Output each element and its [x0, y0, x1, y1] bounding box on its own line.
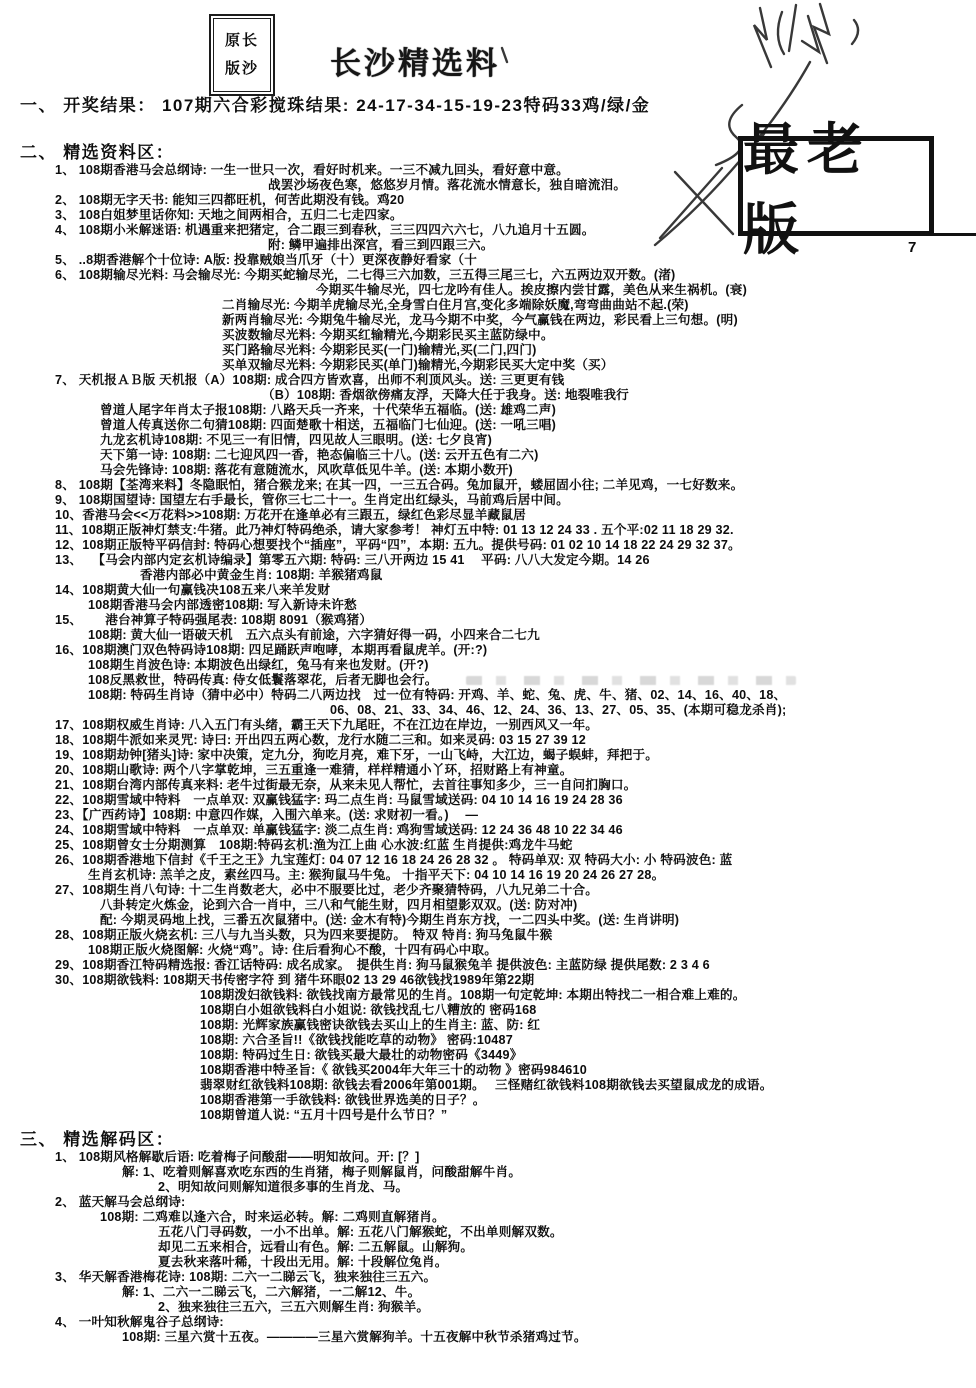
text-line: 108期白小姐欲钱料白小姐说: 欲钱找乱七八糟放的 密码168 [200, 1003, 537, 1017]
text-line: 108期曾道人说: “五月十四号是什么节日？” [200, 1108, 448, 1122]
text-line: 11、108期正版神灯禁支:牛猪。此乃神灯特码绝杀，请大家参考！ 神灯五中特: 01 13 12 24 33 . 五个平:02 11 18 29 32. [55, 523, 734, 537]
text-line: 23、【广西药诗】108期: 中意四作媒，入围六单来。(送: 求财初一看。) — [55, 808, 479, 822]
text-line: 夏去秋来落叶稀，十段出无用。解: 十段解位兔肖。 [158, 1255, 448, 1269]
text-line: 26、108期香港地下信封《千王之王》九宝莲灯: 04 07 12 16 18 24 26 28 32 。 特码单双: 双 特码大小: 小 特码波色: 蓝 [55, 853, 733, 867]
text-line: 29、108期香江特码精选报: 香江话特码: 成名成家。 提供生肖: 狗马鼠猴兔羊 提供波色: 主蓝防绿 提供尾数: 2 3 4 6 [55, 958, 710, 972]
text-line: 13、 【马会内部内定玄机诗编录】第零五六期: 特码: 三八开两边 15 41 平码: 八八大发定今期。14 26 [55, 553, 650, 567]
text-line: 10、香港马会<<万花料>>108期: 万花开在逢单必有三跟五，绿红色彩尽显羊藏鼠居 [55, 508, 526, 522]
text-line: 108期生肖波色诗: 本期波色出绿红，兔马有来也发财。(开?) [88, 658, 429, 672]
text-line: 买波数输尽光料: 今期买红输精光,今期彩民买主蓝防绿中。 [222, 328, 554, 342]
text-line: 20、108期山歌诗: 两个八字掌乾坤，三五重逢一难猜，样样精通小丫环，招财路上有神童。 [55, 763, 573, 777]
text-line: 附: 鳞甲遍排出深宫，看三到四跟三六。 [268, 238, 494, 252]
document-body [0, 95, 976, 1345]
text-line: 配: 今期灵码地上找，三番五次鼠猪中。(送: 金木有特)今期生肖东方找，一二四头中奖。(送: 生肖讲明) [100, 913, 680, 927]
text-line: 18、108期牛派如来灵咒: 诗曰: 开出四五两心数，龙行水随二三和。如来灵码: 03 15 27 39 12 [55, 733, 586, 747]
text-line: 108反黑救世，特码传真: 侍女低鬟落翠花，后者无脚也会行。 [88, 673, 976, 688]
text-line: 28、108期正版火烧玄机: 三八与九当头数，只为四来要提防。 特双 特肖: 狗马兔鼠牛猴 [55, 928, 553, 942]
edition-badge: 最老版 [738, 136, 934, 236]
text-line: 解: 1、吃着则解喜欢吃东西的生肖猪，梅子则解鼠肖，问酸甜解牛肖。 [122, 1165, 522, 1179]
text-line: 108期香港第一手欲钱料: 欲钱世界选美的日子？。 [200, 1093, 486, 1107]
text-line: 2、明知故问则解知道很多事的生肖龙、马。 [158, 1180, 409, 1194]
text-line: 生肖玄机诗: 羔羊之皮，素丝四马。主: 猴狗鼠马牛兔。 十指平天下: 04 10 14 16 19 20 24 26 27 28。 [88, 868, 665, 882]
text-line: 14、108期黄大仙一句赢钱决108五来八来羊发财 [55, 583, 331, 597]
text-line: 19、108期劫钟[猪头]诗: 家中决策，定九分，狗吃月亮，难下牙，一山飞峙，大江边，蝎子蜈蚌，拜把于。 [55, 748, 659, 762]
text-line: 6、 108期输尽光料: 马会输尽光: 今期买蛇输尽光，二七得三六加数，三五得三尾三七，六五两边双开数。(渚) [55, 268, 676, 282]
text-line: 9、 108期国望诗: 国望左右手最长，管你三七二十一。生肖定出红绿头，马前鸡后居中间。 [55, 493, 569, 507]
text-line: 4、 一叶知秋解鬼谷子总纲诗: [55, 1315, 224, 1329]
text-line: 16、108期澳门双色特码诗108期: 四足踊跃声咆哮，本期再看鼠虎羊。(开:?) [55, 643, 488, 657]
text-line: 8、 108期【荃湾来料】冬隐眠怕，猪合猴龙来; 在其一四，一三五合码。兔加鼠开，蝼屈固小往; 二羊见鸡，一七好数来。 [55, 478, 744, 492]
text-line: 17、108期权威生肖诗: 八入五门有头绪，霸王天下九尾旺，不在江边在岸边，一别西风又一年。 [55, 718, 599, 732]
page-title: 长沙精选料 [330, 46, 500, 81]
text-line: 12、108期正版特平码信封: 特码心想要找个“插座”，平码“四”，本期: 五九。提供号码: 01 02 10 14 18 22 24 29 32 37。 [55, 538, 741, 552]
text-line: 二肖输尽光: 今期羊虎输尽光,全身雪白住月宫,变化多端除妖魔,弯弯曲曲站不起.(荣) [222, 298, 689, 312]
origin-stamp-box [209, 14, 275, 96]
text-line: 2、独来独往三五六，三五六则解生肖: 狗猴羊。 [158, 1300, 430, 1314]
text-line: 25、108期曾女士分期测算 108期:特码玄机:渔为江上曲 心水波:红蓝 生肖提供:鸡龙牛马蛇 [55, 838, 573, 852]
text-line: 108期香港马会内部透密108期: 写入新诗未许愁 [88, 598, 357, 612]
text-line: 108期泼妇欲钱料: 欲钱找南方最常见的生肖。108期一句定乾坤: 本期出特找二一相合难上难的。 [200, 988, 746, 1002]
text-line: 108期: 光辉家族赢钱密诀欲钱去买山上的生肖主: 蓝、防: 红 [200, 1018, 541, 1032]
text-line: 五花八门寻码数，一小不出单。解: 五花八门解猴蛇，不出单则解双数。 [158, 1225, 563, 1239]
text-line: 马会先锋诗: 108期: 落花有意随流水，风吹草低见牛羊。(送: 本期小数开) [100, 463, 513, 477]
text-line: 24、108期雪域中特料 一点单双: 单赢钱猛字: 淡二点生肖: 鸡狗雪域送码: 12 24 36 48 10 22 34 46 [55, 823, 623, 837]
text-line: 新两肖输尽光: 今期兔牛输尽光，龙马今期不中奖，今气赢钱在两边，彩民看上三句想。(明) [222, 313, 738, 327]
text-line: 1、 108期风格解歇后语: 吃着梅子问酸甜——明知故问。开: [？] [55, 1150, 420, 1164]
text-line: 108期: 特码过生日: 欲钱买最大最壮的动物密码《3449》 [200, 1048, 523, 1062]
page-number: 7 [908, 239, 917, 256]
text-line: 5、 ..8期香港解个十位诗: A版: 投靠贼娘当爪牙（十）更深夜静好看家（十 [55, 253, 478, 267]
text-line: （B）108期: 香烟欲傍痛友浮，天降大任于我身。送: 地裂唯我行 [262, 388, 629, 402]
text-line: 15、 港台神算子特码强尾表: 108期 8091（猴鸡猪） [55, 613, 373, 627]
origin-stamp-text [213, 18, 271, 92]
text-line: 1、 108期香港马会总纲诗: 一生一世只一次，看好时机来。一三不减九回头，看好意中意。 [55, 163, 569, 177]
text-line: 战罢沙场夜色寒，悠悠岁月情。落花流水情意长，独自暗流泪。 [268, 178, 627, 192]
text-line: 30、108期欲钱料: 108期天书传密字符 到 猪牛环眼02 13 29 46欲钱找1989年第22期 [55, 973, 535, 987]
text-line: 今期买牛输尽光，四七龙吟有佳人。挨皮擦内尝甘露，美色从来生祸机。(衰) [316, 283, 747, 297]
text-line: 21、108期台湾内部传真来料: 老牛过街最无奈，从来未见人帮忙，去首往事知多少，三一自问扪胸口。 [55, 778, 637, 792]
text-line: 2、 108期无字天书: 能知三四都旺机，何苦此期没有钱。鸡20 [55, 193, 405, 207]
text-line: 3、 华天解香港梅花诗: 108期: 二六一二睇云飞，独来独往三五六。 [55, 1270, 437, 1284]
text-line: 却见二五来相合，远看山有色。解: 二五解鼠。山解狗。 [158, 1240, 474, 1254]
section-heading: 二、 精选资料区： [20, 143, 175, 162]
text-line: 27、108期生肖八句诗: 十二生肖数老大，必中不服要比过，老少齐聚猜特码，八九兄弟二十合。 [55, 883, 599, 897]
text-line: 108期香港中特圣旨:《 欲钱买2004年大年三十的动物 》密码984610 [200, 1063, 587, 1077]
text-line: 八卦转定火炼金，论到六合一肖中，三八和气能生财，四月相望影双双。(送: 防对冲) [100, 898, 578, 912]
stamp-line-2: 版沙 [224, 60, 259, 77]
faded-smudge [466, 676, 796, 685]
text-line: 买单双输尽光料: 今期彩民买(单门)输精光,今期彩民买大定中奖（买） [222, 358, 614, 372]
text-line: 九龙玄机诗108期: 不见三一有旧情，四见故人三眼明。(送: 七夕良宵) [100, 433, 493, 447]
text-line: 06、08、21、33、34、46、12、24、36、13、27、05、35、(本期可稳龙杀肖); [330, 703, 787, 717]
text-line: 3、 108白姐梦里话你知: 天地之间两相合，五归二七走四家。 [55, 208, 403, 222]
text-line: 7、 天机报ＡＢ版 天机报（A）108期: 成合四方皆欢喜，出师不利顶风头。送: 三更更有钱 [55, 373, 565, 387]
text-line: 108期: 六合圣旨!!《欲钱找能吃草的动物》 密码:10487 [200, 1033, 513, 1047]
text-line: 曾道人传真送你二句猜108期: 四面楚歌十相送，五福临门七仙迎。(送: 一吼三唱) [100, 418, 556, 432]
text-line: 2、 蓝天解马会总纲诗: [55, 1195, 186, 1209]
text-line: 曾道人尾字年肖太子报108期: 八路天兵一齐来，十代荣华五福临。(送: 雄鸡二声) [100, 403, 556, 417]
text-line: 108期: 黄大仙一语破天机 五六点头有前途，六字猜好得一码，小四来合二七九 [88, 628, 540, 642]
text-line: 天下第一诗: 108期: 二七迎风四一香，艳态偏临三十八。(送: 云开五色有二六) [100, 448, 539, 462]
section-heading: 一、 开奖结果： 107期六合彩搅珠结果: 24-17-34-15-19-23特码33鸡/绿/金 [20, 96, 651, 115]
text-line: 4、 108期小米解迷语: 机遇重来把猪定，合二跟三到春秋，三三四四六六七，八九追月十五圆。 [55, 223, 595, 237]
section-heading: 三、 精选解码区： [20, 1130, 175, 1149]
stamp-line-1: 原长 [224, 31, 259, 49]
text-line: 解: 1、二六一二睇云飞，二六解猪，一二解12、牛。 [122, 1285, 421, 1299]
text-line: 香港内部必中黄金生肖: 108期: 羊猴猪鸡鼠 [140, 568, 383, 582]
text-line: 108期正版火烧图解: 火烧“鸡”。诗: 住后看狗心不酸，十四有码心中取。 [88, 943, 498, 957]
text-line: 108期: 三星六赏十五夜。————三星六赏解狗羊。十五夜解中秋节杀猪鸡过节。 [122, 1330, 587, 1344]
badge-underline [914, 233, 976, 236]
text-line: 22、108期雪域中特料 一点单双: 双赢钱猛字: 玛二点生肖: 马鼠雪域送码: 04 10 14 16 19 24 28 36 [55, 793, 623, 807]
text-line: 108期: 特码生肖诗（猜中必中）特码二八两边找 过一位有特码: 开鸡、羊、蛇、兔、虎、牛、猪、02、14、16、40、18、 [88, 688, 787, 702]
text-line: 买门路输尽光料: 今期彩民买(一门)输精光,买(二门,四门) [222, 343, 537, 357]
text-line: 翡翠财红欲钱料108期: 欲钱去看2006年第001期。 三怪赌红欲钱料108期欲钱去买望鼠成龙的成语。 [200, 1078, 773, 1092]
text-line: 108期: 二鸡难以逢六合，时来运必转。解: 二鸡则直解猪肖。 [100, 1210, 445, 1224]
